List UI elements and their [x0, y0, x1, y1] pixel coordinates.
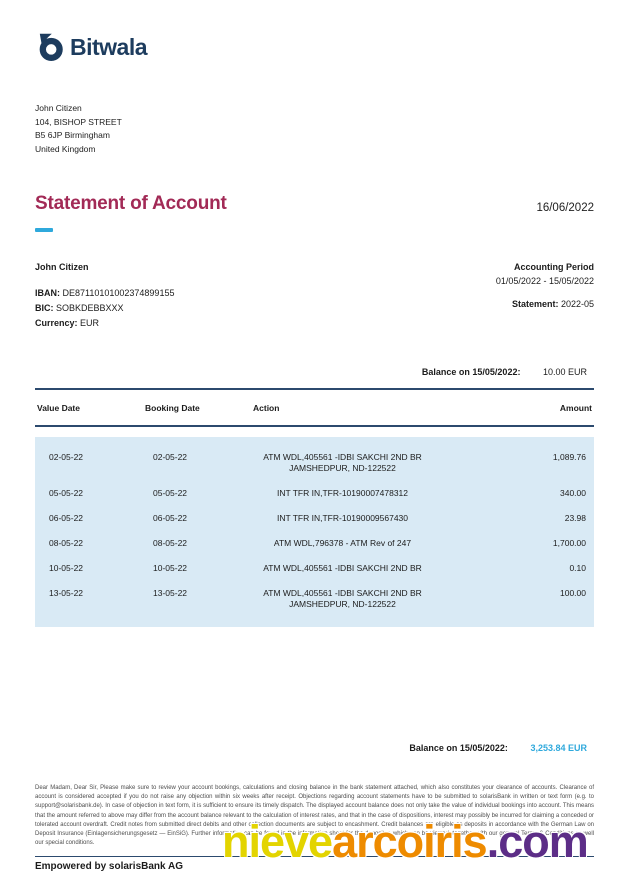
cell-booking-date: 10-05-22 [153, 563, 188, 573]
watermark-part-3: .com [486, 816, 588, 867]
currency-label: Currency: [35, 318, 78, 328]
iban-line [35, 286, 174, 301]
watermark-part-1: nieve [222, 816, 333, 867]
statement-value: 2022-05 [560, 299, 594, 309]
cell-amount: 23.98 [564, 513, 586, 523]
cell-amount: 100.00 [560, 588, 586, 598]
opening-balance [35, 367, 594, 377]
cell-action: ATM WDL,405561 -IDBI SAKCHI 2ND BR JAMSHEDPUR, ND-122522 [263, 452, 422, 473]
statement-label: Statement: [511, 299, 559, 309]
bic-value: SOBKDEBBXXX [56, 303, 124, 313]
accounting-period-value: 01/05/2022 - 15/05/2022 [495, 276, 594, 286]
cell-booking-date: 05-05-22 [153, 488, 188, 498]
recipient-country: United Kingdom [35, 143, 96, 154]
cell-action: ATM WDL,796378 - ATM Rev of 247 [273, 538, 412, 548]
recipient-city: B5 6JP Birmingham [35, 130, 110, 140]
cell-action: ATM WDL,405561 -IDBI SAKCHI 2ND BR JAMSHEDPUR, ND-122522 [263, 588, 422, 609]
cell-booking-date: 13-05-22 [153, 588, 188, 598]
brand-logo [35, 32, 594, 62]
title-accent-dash [35, 228, 53, 232]
table-row [35, 481, 594, 506]
table-row [35, 531, 594, 556]
header-value-date: Value Date [37, 403, 80, 413]
page-title: Statement of Account [35, 193, 227, 214]
cell-amount: 1,700.00 [552, 538, 586, 548]
recipient-name: John Citizen [35, 103, 82, 113]
cell-action: ATM WDL,405561 -IDBI SAKCHI 2ND BR [263, 563, 422, 573]
currency-line [35, 316, 174, 331]
cell-booking-date: 06-05-22 [153, 513, 188, 523]
cell-value-date: 06-05-22 [49, 513, 84, 523]
iban-label: IBAN: [35, 288, 60, 298]
cell-booking-date: 08-05-22 [153, 538, 188, 548]
cell-booking-date: 02-05-22 [153, 452, 188, 462]
recipient-address [35, 102, 594, 156]
legal-disclaimer: Dear Madam, Dear Sir, Please make sure to review your account bookings, calculations and closing balance in the bank statement attached, which also constitutes your clearance of accounts. Clearance of account is considered accepted if you do not raise any objection within six weeks after receipt. Objections regarding account statements have to be submitted to solarisBank in written or text form (e.g. to support@solarisbank.de). In case of objection in text form, it is sufficient to ensure its timely dispatch. The displayed account balance does not only take the value of individual bookings into account. This means that the amount referred to above may differ from the account balance relevant to the calculation of interest rates, and that in the case of dispositions, interest may possibly be incurred for claiming a conceded or tolerated account overdraft. Credit notes from submitted direct debits and other collection documents are subject to encashment. Credit balances are eligible as deposits in accordance with the German Law on Deposit Insurance (Einlagensicherungsgesetz — EinSiG). Further information can be found in the information sheet for the depositor, which can be viewed, together with our general Terms & Conditions as well our special conditions. [35, 785, 594, 847]
cell-amount: 340.00 [560, 488, 586, 498]
transactions-table [35, 388, 594, 627]
issue-date: 16/06/2022 [536, 202, 594, 214]
cell-value-date: 08-05-22 [49, 538, 84, 548]
bic-label: BIC: [35, 303, 54, 313]
accounting-period-label: Accounting Period [513, 262, 594, 272]
closing-balance-value: 3,253.84 EUR [530, 743, 587, 753]
recipient-street: 104, BISHOP STREET [35, 116, 122, 127]
closing-balance [35, 743, 594, 753]
cell-amount: 0.10 [569, 563, 586, 573]
header-action: Action [253, 403, 280, 413]
statement-line [496, 297, 594, 311]
header-booking-date: Booking Date [145, 403, 200, 413]
site-watermark [222, 816, 588, 868]
cell-value-date: 13-05-22 [49, 588, 84, 598]
table-header-row [35, 388, 594, 427]
bic-line [35, 301, 174, 316]
brand-name: Bitwala [70, 33, 148, 60]
closing-balance-label: Balance on 15/05/2022: [409, 743, 508, 753]
cell-value-date: 02-05-22 [49, 452, 84, 462]
header-amount: Amount [559, 403, 592, 413]
opening-balance-value: 10.00 EUR [542, 367, 587, 377]
table-row [35, 556, 594, 581]
cell-value-date: 05-05-22 [49, 488, 84, 498]
watermark-part-2: arcoiris [332, 816, 487, 867]
cell-action: INT TFR IN,TFR-10190007478312 [276, 488, 409, 498]
opening-balance-label: Balance on 15/05/2022: [421, 367, 521, 377]
cell-amount: 1,089.76 [552, 452, 586, 462]
table-row [35, 445, 594, 481]
iban-value: DE87110101002374899155 [62, 288, 175, 298]
currency-value: EUR [80, 318, 100, 328]
cell-action: INT TFR IN,TFR-10190009567430 [276, 513, 409, 523]
account-holder: John Citizen [35, 262, 89, 272]
footer-text: Empowered by solarisBank AG [35, 861, 184, 873]
transactions-body [35, 437, 594, 627]
table-row [35, 581, 594, 617]
cell-value-date: 10-05-22 [49, 563, 84, 573]
table-row [35, 506, 594, 531]
bitwala-logo-icon [35, 32, 65, 62]
